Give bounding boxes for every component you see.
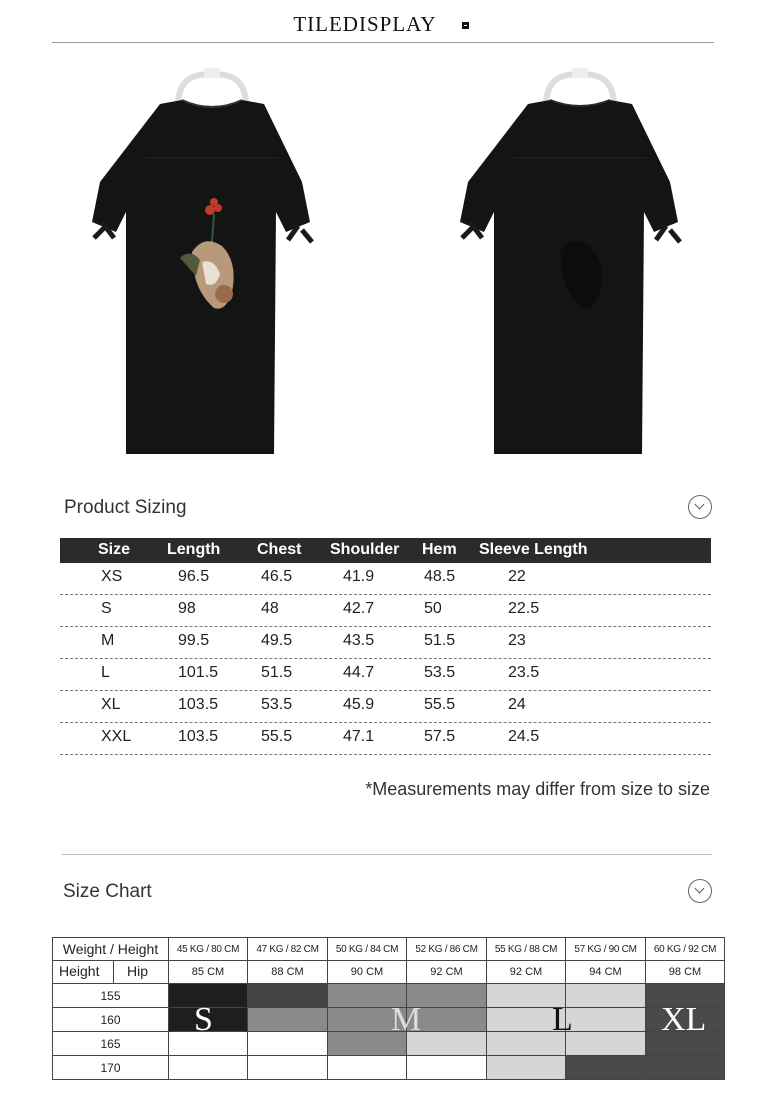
weight-cell: 47 KG / 82 CM xyxy=(248,938,328,961)
size-cell xyxy=(487,1056,566,1080)
height-label: Height xyxy=(59,963,100,979)
cell: 45.9 xyxy=(343,696,375,713)
size-chart-grid xyxy=(52,937,725,1080)
size-cell xyxy=(169,984,248,1008)
measurement-note: *Measurements may differ from size to size xyxy=(365,779,710,799)
hip-cell: 94 CM xyxy=(566,961,646,984)
weight-cell: 55 KG / 88 CM xyxy=(487,938,566,961)
size-cell xyxy=(566,1056,646,1080)
hip-cell: 90 CM xyxy=(328,961,407,984)
size-cell xyxy=(566,1008,646,1032)
size-cell xyxy=(328,1032,407,1056)
table-row xyxy=(60,659,711,691)
weight-cell: 45 KG / 80 CM xyxy=(169,938,248,961)
size-cell xyxy=(646,1032,725,1056)
brand-mark-icon xyxy=(462,22,469,29)
size-cell xyxy=(248,1008,328,1032)
cell: 22.5 xyxy=(508,600,540,617)
cell: L xyxy=(101,664,110,681)
size-cell xyxy=(646,984,725,1008)
size-label-m: M xyxy=(391,1001,422,1038)
table-header xyxy=(60,538,711,563)
table-row xyxy=(60,627,711,659)
cell: 53.5 xyxy=(424,664,456,681)
size-cell xyxy=(646,1008,725,1032)
weight-cell: 57 KG / 90 CM xyxy=(566,938,646,961)
cell: 51.5 xyxy=(424,632,456,649)
cell: 41.9 xyxy=(343,568,375,585)
cell: 55.5 xyxy=(261,728,293,745)
hip-row xyxy=(53,961,725,984)
height-row xyxy=(53,1032,725,1056)
hanger-icon xyxy=(546,74,614,102)
table-row xyxy=(60,563,711,595)
height-cell: 165 xyxy=(53,1032,169,1056)
cell: 43.5 xyxy=(343,632,375,649)
column-header: Shoulder xyxy=(330,541,400,558)
cell: 96.5 xyxy=(178,568,210,585)
cell: 55.5 xyxy=(424,696,456,713)
column-header: Size xyxy=(98,541,131,558)
cell: 53.5 xyxy=(261,696,293,713)
cell: 47.1 xyxy=(343,728,375,745)
weight-height-label: Weight / Height xyxy=(53,938,169,961)
size-cell xyxy=(169,1056,248,1080)
height-cell: 160 xyxy=(53,1008,169,1032)
weight-cell: 60 KG / 92 CM xyxy=(646,938,725,961)
cell: 103.5 xyxy=(178,696,219,713)
size-cell xyxy=(407,1008,487,1032)
size-cell xyxy=(169,1008,248,1032)
size-cell xyxy=(248,984,328,1008)
height-cell: 170 xyxy=(53,1056,169,1080)
hip-cell: 92 CM xyxy=(487,961,566,984)
cell: XL xyxy=(101,696,121,713)
chevron-down-icon[interactable] xyxy=(688,495,712,519)
hip-cell: 85 CM xyxy=(169,961,248,984)
cell: 23.5 xyxy=(508,664,540,681)
size-cell xyxy=(407,1056,487,1080)
column-header: Length xyxy=(167,541,221,558)
size-cell xyxy=(407,984,487,1008)
height-row xyxy=(53,1056,725,1080)
size-cell xyxy=(407,1032,487,1056)
cell: 101.5 xyxy=(178,664,219,681)
size-cell xyxy=(487,1032,566,1056)
weight-cell: 50 KG / 84 CM xyxy=(328,938,407,961)
cell: 57.5 xyxy=(424,728,456,745)
cell: 49.5 xyxy=(261,632,293,649)
hip-cell: 88 CM xyxy=(248,961,328,984)
height-row xyxy=(53,984,725,1008)
table-row xyxy=(60,595,711,627)
size-cell xyxy=(487,1008,566,1032)
table-row xyxy=(60,723,711,755)
cell: 24 xyxy=(508,696,526,713)
hip-cell: 98 CM xyxy=(646,961,725,984)
brand-header xyxy=(0,12,762,37)
size-cell xyxy=(487,984,566,1008)
column-header: Hem xyxy=(422,541,457,558)
product-photo-back xyxy=(430,62,730,462)
weight-row xyxy=(53,938,725,961)
size-label-xl: XL xyxy=(661,1001,707,1038)
size-cell xyxy=(566,1032,646,1056)
cell: 22 xyxy=(508,568,526,585)
cell: 24.5 xyxy=(508,728,540,745)
cell: 48 xyxy=(261,600,279,617)
size-cell xyxy=(248,1056,328,1080)
cell: 99.5 xyxy=(178,632,210,649)
size-cell xyxy=(646,1056,725,1080)
section-divider xyxy=(62,854,712,855)
hip-cell: 92 CM xyxy=(407,961,487,984)
cell: S xyxy=(101,600,112,617)
size-cell xyxy=(248,1032,328,1056)
size-cell xyxy=(328,984,407,1008)
size-cell xyxy=(328,1056,407,1080)
size-cell xyxy=(169,1032,248,1056)
cell: 98 xyxy=(178,600,196,617)
cell: 48.5 xyxy=(424,568,456,585)
size-label-l: L xyxy=(552,1001,573,1038)
size-cell xyxy=(328,1008,407,1032)
hanger-icon xyxy=(178,74,246,102)
header-divider xyxy=(52,42,714,43)
chevron-down-icon[interactable] xyxy=(688,879,712,903)
weight-cell: 52 KG / 86 CM xyxy=(407,938,487,961)
cell: 103.5 xyxy=(178,728,219,745)
cell: 50 xyxy=(424,600,442,617)
cell: 42.7 xyxy=(343,600,375,617)
size-cell xyxy=(566,984,646,1008)
column-header: Chest xyxy=(257,541,302,558)
cell: 46.5 xyxy=(261,568,293,585)
table-row xyxy=(60,691,711,723)
height-hip-labels xyxy=(53,961,169,984)
column-header: Sleeve Length xyxy=(479,541,588,558)
cell: 44.7 xyxy=(343,664,375,681)
height-row xyxy=(53,1008,725,1032)
size-chart-title: Size Chart xyxy=(63,881,152,902)
product-sizing-title: Product Sizing xyxy=(64,497,187,518)
hip-label: Hip xyxy=(127,963,149,979)
product-photo-front xyxy=(62,62,362,462)
cell: XS xyxy=(101,568,123,585)
product-sizing-table xyxy=(60,538,711,755)
size-label-s: S xyxy=(194,1001,213,1038)
cell: XXL xyxy=(101,728,132,745)
height-cell: 155 xyxy=(53,984,169,1008)
label-divider xyxy=(113,961,114,983)
cell: 23 xyxy=(508,632,526,649)
cell: M xyxy=(101,632,115,649)
brand-name: TILEDISPLAY xyxy=(293,12,437,36)
cell: 51.5 xyxy=(261,664,293,681)
